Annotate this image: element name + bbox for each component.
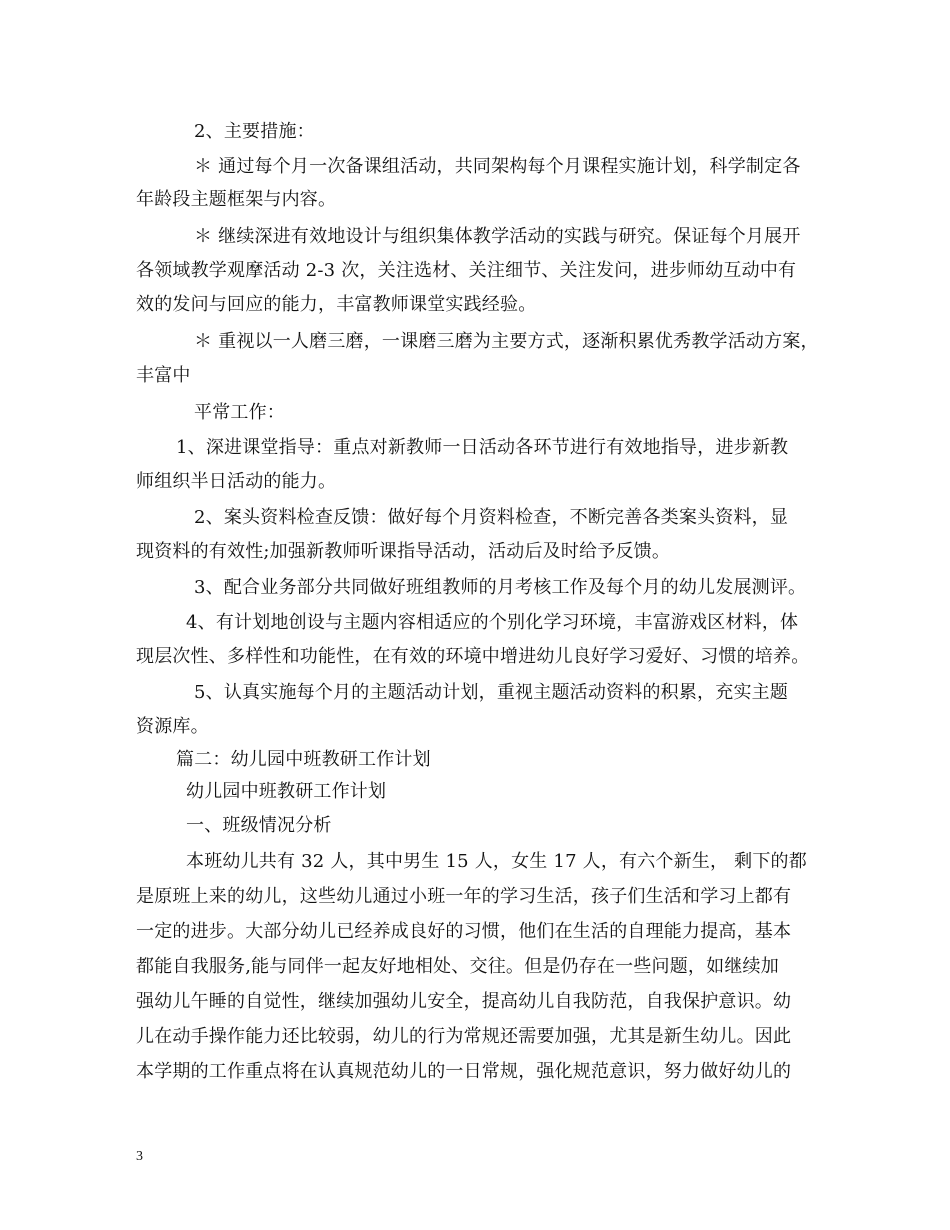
text-line: 强幼儿午睡的自觉性，继续加强幼儿安全，提高幼儿自我防范，自我保护意识。幼 [136, 991, 792, 1012]
document-title: 幼儿园中班教研工作计划 [186, 781, 387, 802]
text-line: 是原班上来的幼儿，这些幼儿通过小班一年的学习生活，孩子们生活和学习上都有 [136, 886, 792, 907]
text-line: 各领域教学观摩活动 2-3 次，关注选材、关注细节、关注发问，进步师幼互动中有 [136, 260, 797, 281]
text-line: 5、认真实施每个月的主题活动计划，重视主题活动资料的积累，充实主题 [194, 682, 789, 703]
text-line: 平常工作： [194, 402, 285, 423]
text-line: 2、主要措施： [194, 121, 315, 142]
text-line: ＊ 通过每个月一次备课组活动，共同架构每个月课程实施计划，科学制定各 [194, 156, 801, 177]
text-line: 一定的进步。大部分幼儿已经养成良好的习惯，他们在生活的自理能力提高，基本 [136, 921, 792, 942]
text-line: 3、配合业务部分共同做好班组教师的月考核工作及每个月的幼儿发展测评。 [194, 577, 807, 598]
text-line: 师组织半日活动的能力。 [136, 471, 337, 492]
text-line: 儿在动手操作能力还比较弱，幼儿的行为常规还需要加强，尤其是新生幼儿。因此 [136, 1026, 792, 1047]
text-line: 都能自我服务,能与同伴一起友好地相处、交往。但是仍存在一些问题，如继续加 [136, 956, 779, 977]
text-line: 本班幼儿共有 32 人，其中男生 15 人，女生 17 人，有六个新生， 剩下的都 [186, 851, 807, 872]
text-line: 现层次性、多样性和功能性，在有效的环境中增进幼儿良好学习爱好、习惯的培养。 [136, 646, 810, 667]
text-line: 年龄段主题框架与内容。 [136, 189, 337, 210]
text-line: 资源库。 [136, 716, 209, 737]
text-line: ＊ 重视以一人磨三磨，一课磨三磨为主要方式，逐渐积累优秀教学活动方案， [194, 331, 819, 352]
text-line: ＊ 继续深进有效地设计与组织集体教学活动的实践与研究。保证每个月展开 [194, 226, 801, 247]
text-line: 2、案头资料检查反馈：做好每个月资料检查，不断完善各类案头资料，显 [194, 507, 789, 528]
text-line: 1、深进课堂指导：重点对新教师一日活动各环节进行有效地指导，进步新教 [176, 437, 789, 458]
text-line: 本学期的工作重点将在认真规范幼儿的一日常规，强化规范意识，努力做好幼儿的 [136, 1061, 792, 1082]
text-line: 丰富中 [136, 365, 191, 386]
section-heading: 篇二：幼儿园中班教研工作计划 [176, 749, 431, 770]
subsection-heading: 一、班级情况分析 [186, 815, 332, 836]
text-line: 效的发问与回应的能力，丰富教师课堂实践经验。 [136, 294, 537, 315]
page-number: 3 [136, 1149, 143, 1164]
text-line: 现资料的有效性;加强新教师听课指导活动，活动后及时给予反馈。 [136, 541, 671, 562]
text-line: 4、有计划地创设与主题内容相适应的个别化学习环境，丰富游戏区材料，体 [186, 612, 799, 633]
